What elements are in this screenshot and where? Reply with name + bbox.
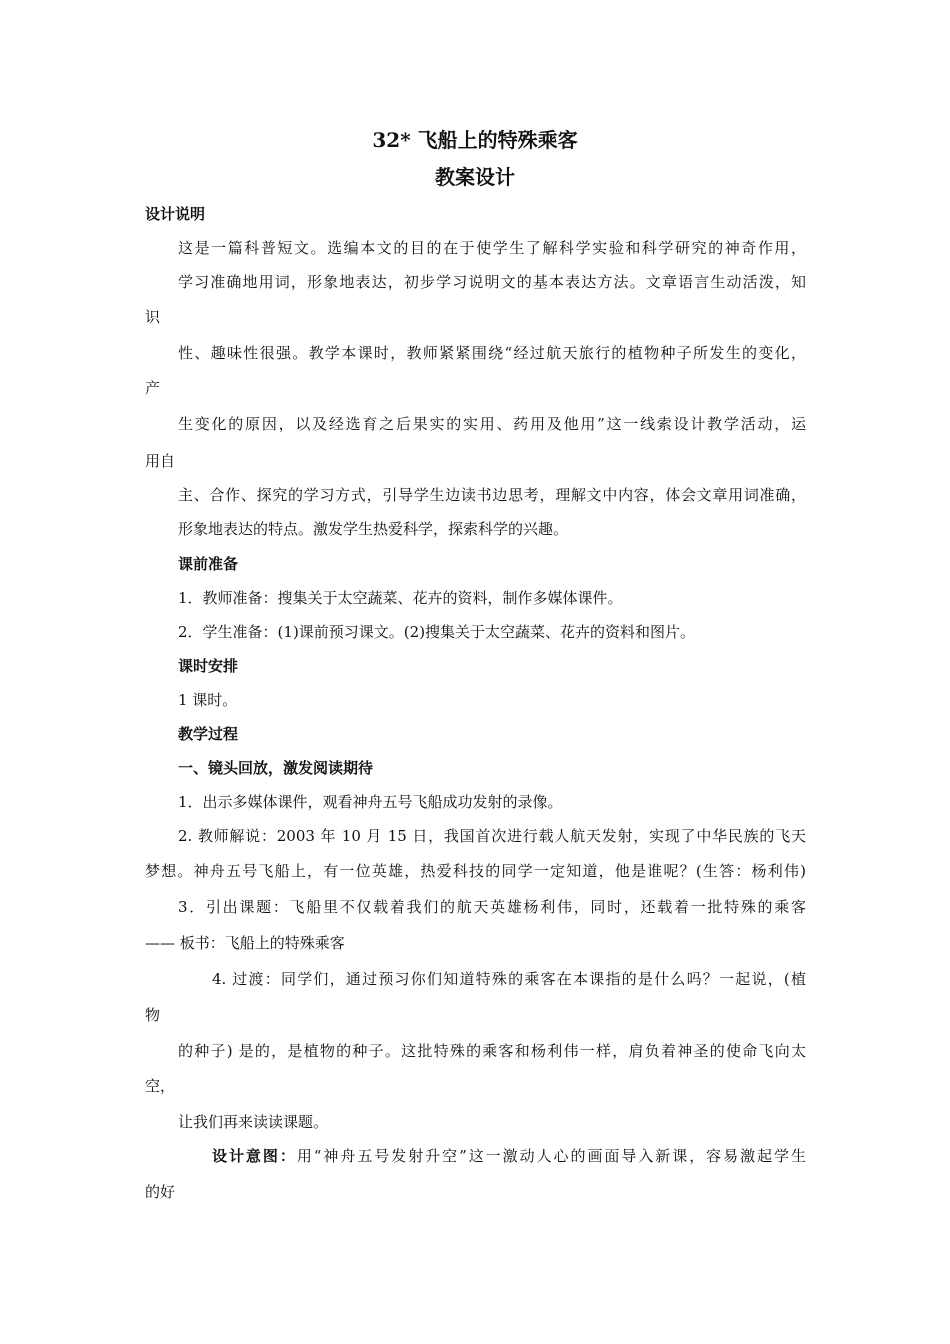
heading-process: 教学过程 (178, 725, 239, 743)
design-intent-line (212, 1145, 806, 1166)
intro-line: 生变化的原因，以及经选育之后果实的实用、药用及他用”这一线索设计教学活动，运 (178, 415, 806, 433)
heading-prep: 课前准备 (178, 555, 239, 573)
step1-line: 3．引出课题：飞船里不仅载着我们的航天英雄杨利伟，同时，还载着一批特殊的乘客 (178, 898, 806, 916)
page-title: 32* 飞船上的特殊乘客 (372, 128, 578, 152)
intro-line: 主、合作、探究的学习方式，引导学生边读书边思考，理解文中内容，体会文章用词准确， (178, 486, 806, 504)
intro-line: 用自 (145, 452, 176, 470)
intro-line: 产 (145, 379, 161, 397)
step1-line: 物 (145, 1006, 161, 1024)
step1-line: 1．出示多媒体课件，观看神舟五号飞船成功发射的录像。 (178, 793, 563, 811)
design-intent-label: 设计意图： (212, 1147, 297, 1165)
intro-line: 学习准确地用词，形象地表达，初步学习说明文的基本表达方法。文章语言生动活泼，知 (178, 273, 806, 291)
heading-schedule: 课时安排 (178, 657, 239, 675)
step1-heading: 一、镜头回放，激发阅读期待 (178, 759, 374, 777)
step1-line: 空， (145, 1077, 176, 1095)
prep-item: 1．教师准备：搜集关于太空蔬菜、花卉的资料，制作多媒体课件。 (178, 589, 623, 607)
intro-line: 识 (145, 308, 161, 326)
intro-line: 性、趣味性很强。教学本课时，教师紧紧围绕“经过航天旅行的植物种子所发生的变化， (178, 344, 806, 362)
step1-line: 让我们再来读读课题。 (178, 1113, 329, 1131)
step1-line: 2. 教师解说：2003 年 10 月 15 日，我国首次进行载人航天发射，实现了中华民族的飞天 (178, 827, 806, 845)
prep-item: 2．学生准备：(1)课前预习课文。(2)搜集关于太空蔬菜、花卉的资料和图片。 (178, 623, 696, 641)
page-subtitle: 教案设计 (435, 165, 515, 189)
design-intent-tail: 的好 (145, 1183, 176, 1201)
heading-design-note: 设计说明 (145, 205, 206, 223)
intro-line: 这是一篇科普短文。选编本文的目的在于使学生了解科学实验和科学研究的神奇作用， (178, 239, 806, 257)
schedule-text: 1 课时。 (178, 691, 238, 709)
step1-line: 4. 过渡：同学们，通过预习你们知道特殊的乘客在本课指的是什么吗？一起说，(植 (212, 970, 806, 988)
step1-line: 梦想。神舟五号飞船上，有一位英雄，热爱科技的同学一定知道，他是谁呢？(生答：杨利伟) (145, 862, 806, 880)
design-intent-text: 用“神舟五号发射升空”这一激动人心的画面导入新课，容易激起学生 (296, 1147, 806, 1165)
step1-line: —— 板书：飞船上的特殊乘客 (145, 934, 345, 952)
intro-line: 形象地表达的特点。激发学生热爱科学，探索科学的兴趣。 (178, 520, 569, 538)
step1-line: 的种子) 是的，是植物的种子。这批特殊的乘客和杨利伟一样，肩负着神圣的使命飞向太 (178, 1042, 806, 1060)
